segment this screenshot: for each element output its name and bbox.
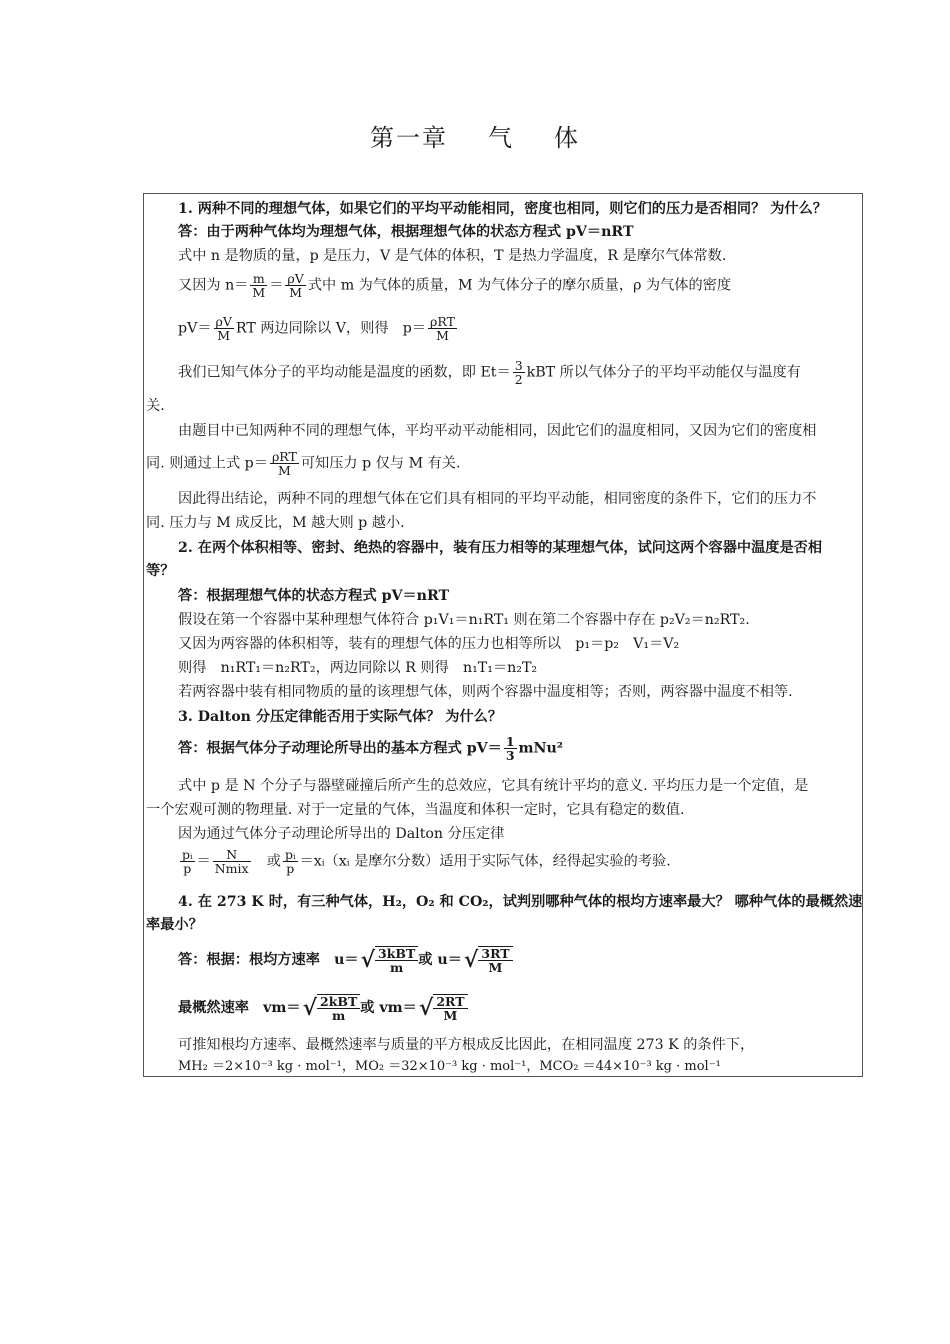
- answer-3-line-4: 因为通过气体分子动理论所导出的 Dalton 分压定律: [178, 826, 505, 842]
- fraction: $\frac{m}{M}$: [252, 271, 266, 300]
- fraction: $\frac{\rho V}{M}$: [215, 314, 232, 343]
- answer-1-line-6: 关.: [146, 398, 165, 414]
- answer-2-line-5: 若两容器中装有相同物质的量的该理想气体，则两个容器中温度相等；否则，两容器中温度不相等.: [178, 684, 793, 700]
- title-word-1: 气: [488, 124, 514, 152]
- answer-4-line-3: 可推知根均方速率、最概然速率与质量的平方根成反比因此，在相同温度 273 K 的条件下，: [178, 1037, 755, 1053]
- answer-2-line-2: 假设在第一个容器中某种理想气体符合 p₁V₁＝n₁RT₁ 则在第二个容器中存在 p₂V₂＝n₂RT₂.: [178, 612, 750, 628]
- answer-2-line-3: 又因为两容器的体积相等，装有的理想气体的压力也相等所以 p₁＝p₂ V₁＝V₂: [178, 636, 680, 652]
- answer-1-line-4: pV＝ $\frac{\rho V}{M}$ RT 两边同除以 V，则得 p＝ $\frac{\text{ρRT}}{M}$: [178, 314, 455, 343]
- answer-3-line-1: 答：根据气体分子动理论所导出的基本方程式 pV＝ $\frac{1}{3}$ mNu²: [178, 734, 564, 763]
- answer-1-line-9: 因此得出结论，两种不同的理想气体在它们具有相同的平均平动能，相同密度的条件下，它们的压力不: [178, 491, 817, 507]
- question-2-line-2: 等？: [146, 563, 175, 579]
- chapter-number: 第一章: [370, 124, 448, 152]
- answer-2-line-1: 答：根据理想气体的状态方程式 pV＝nRT: [178, 588, 450, 604]
- answer-3-line-5: $\frac{\text{pᵢ}}{p}$ ＝ $\frac{N}{\text{Nmix}}$ 或 $\frac{\text{pᵢ}}{p}$ ＝xᵢ（xᵢ 是摩尔分数）适用于实际气体，经得起实验的考验.: [182, 847, 671, 876]
- square-root: √ 3kBT m: [361, 946, 419, 974]
- question-3: 3. Dalton 分压定律能否用于实际气体？ 为什么？: [178, 709, 503, 725]
- answer-1-line-10: 同. 压力与 M 成反比，M 越大则 p 越小.: [146, 515, 405, 531]
- fraction: $\frac{\text{pᵢ}}{p}$: [182, 847, 193, 876]
- answer-4-line-4: MH₂ ＝2×10⁻³ kg · mol⁻¹，MO₂ ＝32×10⁻³ kg · mol⁻¹，MCO₂ ＝44×10⁻³ kg · mol⁻¹: [178, 1059, 721, 1074]
- question-4-line-1: 4. 在 273 K 时，有三种气体，H₂，O₂ 和 CO₂，试判别哪种气体的根均方速率最大？ 哪种气体的最概然速: [178, 894, 863, 910]
- fraction: $\frac{\rho V}{M}$: [287, 271, 304, 300]
- answer-4-line-2: 最概然速率 vm＝√ 2kBT m 或 vm＝√ $\frac{2RT}{M}$: [178, 994, 468, 1022]
- answer-1-line-1: 答：由于两种气体均为理想气体，根据理想气体的状态方程式 pV＝nRT: [178, 224, 634, 240]
- fraction: $\frac{1}{3}$: [505, 734, 515, 763]
- title-word-2: 体: [554, 124, 580, 152]
- answer-3-line-2: 式中 p 是 N 个分子与器壁碰撞后所产生的总效应，它具有统计平均的意义. 平均压力是一个定值，是: [178, 778, 809, 794]
- answer-3-line-3: 一个宏观可测的物理量. 对于一定量的气体，当温度和体积一定时，它具有稳定的数值.: [146, 802, 685, 818]
- fraction: $\frac{\text{pᵢ}}{p}$: [284, 847, 296, 876]
- fraction: $\frac{N}{\text{Nmix}}$: [214, 847, 249, 876]
- fraction: $\frac{3}{2}$: [514, 358, 523, 387]
- square-root: √ $\frac{2RT}{M}$: [419, 994, 468, 1022]
- question-1: 1. 两种不同的理想气体，如果它们的平均平动能相同，密度也相同，则它们的压力是否相同？ 为什么？: [178, 201, 827, 217]
- answer-1-line-3: 又因为 n＝ $\frac{m}{M}$ ＝ $\frac{\rho V}{M}$ 式中 m 为气体的质量，M 为气体分子的摩尔质量，ρ 为气体的密度: [178, 271, 732, 300]
- answer-1-line-2: 式中 n 是物质的量，p 是压力，V 是气体的体积，T 是热力学温度，R 是摩尔气体常数.: [178, 248, 727, 264]
- question-4-line-2: 率最小？: [146, 917, 203, 933]
- fraction: $\frac{\text{ρRT}}{M}$: [430, 314, 455, 343]
- answer-1-line-8: 同. 则通过上式 p＝ $\frac{\text{ρRT}}{M}$ 可知压力 p 仅与 M 有关.: [146, 449, 461, 478]
- square-root: √ 2kBT m: [303, 994, 361, 1022]
- answer-1-line-7: 由题目中已知两种不同的理想气体，平均平动平动能相同，因此它们的温度相同，又因为它们的密度相: [178, 423, 817, 439]
- answer-2-line-4: 则得 n₁RT₁＝n₂RT₂，两边同除以 R 则得 n₁T₁＝n₂T₂: [178, 660, 538, 676]
- answer-1-line-5: 我们已知气体分子的平均动能是温度的函数，即 Et＝ $\frac{3}{2}$ kBT 所以气体分子的平均平动能仅与温度有: [178, 358, 801, 387]
- fraction: $\frac{\text{ρRT}}{M}$: [271, 449, 297, 478]
- square-root: √ $\frac{3RT}{M}$: [464, 946, 513, 974]
- answer-4-line-1: 答：根据：根均方速率 u＝√ 3kBT m 或 u＝√ $\frac{3RT}{M}$: [178, 946, 513, 974]
- answer-box: [143, 193, 863, 1077]
- chapter-title: [0, 118, 950, 153]
- question-2-line-1: 2. 在两个体积相等、密封、绝热的容器中，装有压力相等的某理想气体，试问这两个容器中温度是否相: [178, 540, 823, 556]
